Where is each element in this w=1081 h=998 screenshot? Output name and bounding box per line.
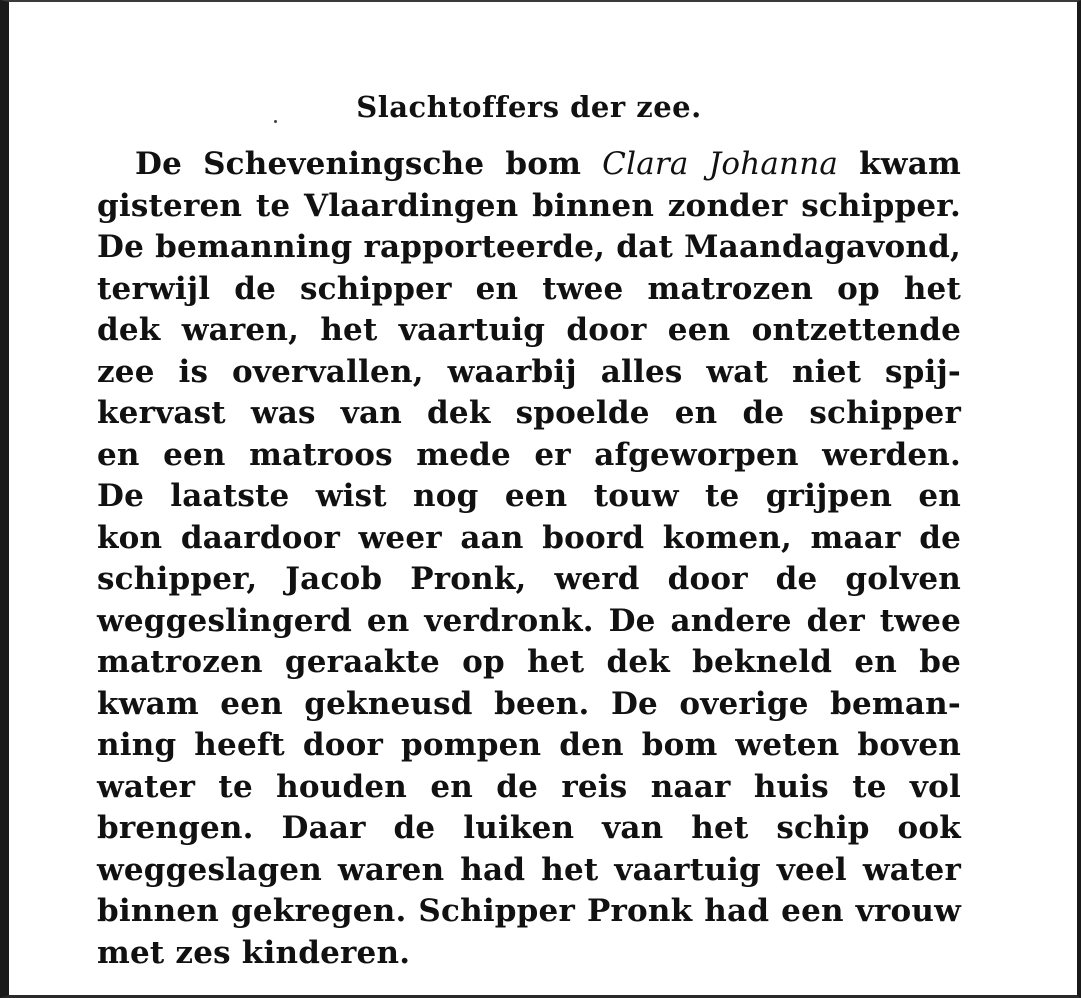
article-line: gisteren te Vlaardingen binnen zonder schipper. bbox=[97, 187, 961, 224]
article-line: schipper, Jacob Pronk, werd door de golven bbox=[97, 561, 961, 597]
line-text: De Scheveningsche bom bbox=[135, 146, 603, 182]
article-line: dek waren, het vaartuig door een ontzettende bbox=[97, 312, 961, 348]
ship-name: Clara Johanna bbox=[602, 146, 839, 182]
article-line bbox=[97, 144, 961, 186]
article-line: en een matroos mede er afgeworpen werden. bbox=[97, 436, 961, 473]
article-line: matrozen geraakte op het dek bekneld en be bbox=[97, 644, 961, 680]
article-line: binnen gekregen. Schipper Pronk had een vrouw bbox=[97, 893, 961, 929]
article-line: ning heeft door pompen den bom weten boven bbox=[97, 727, 961, 763]
article-line: De laatste wist nog een touw te grijpen en bbox=[97, 478, 961, 514]
line-text: kwam bbox=[838, 146, 961, 182]
article-line: water te houden en de reis naar huis te vol bbox=[97, 768, 961, 805]
article-line: kervast was van dek spoelde en de schipper bbox=[97, 395, 961, 431]
article-line: met zes kinderen. bbox=[97, 934, 411, 971]
article-line: weggeslagen waren had het vaartuig veel water bbox=[97, 851, 961, 888]
article-headline: Slachtoffers der zee. bbox=[356, 90, 702, 124]
article-line: kwam een gekneusd been. De overige beman- bbox=[97, 685, 961, 722]
article-line: zee is overvallen, waarbij alles wat niet spij- bbox=[97, 353, 961, 390]
article-line: kon daardoor weer aan boord komen, maar de bbox=[97, 519, 961, 556]
article-body bbox=[97, 144, 961, 974]
article-line: terwijl de schipper en twee matrozen op het bbox=[97, 270, 961, 307]
article-line: brengen. Daar de luiken van het schip ook bbox=[97, 810, 961, 846]
newspaper-article bbox=[97, 90, 961, 974]
article-line: De bemanning rapporteerde, dat Maandagavond, bbox=[97, 229, 961, 265]
article-line: weggeslingerd en verdronk. De andere der twee bbox=[97, 602, 961, 639]
